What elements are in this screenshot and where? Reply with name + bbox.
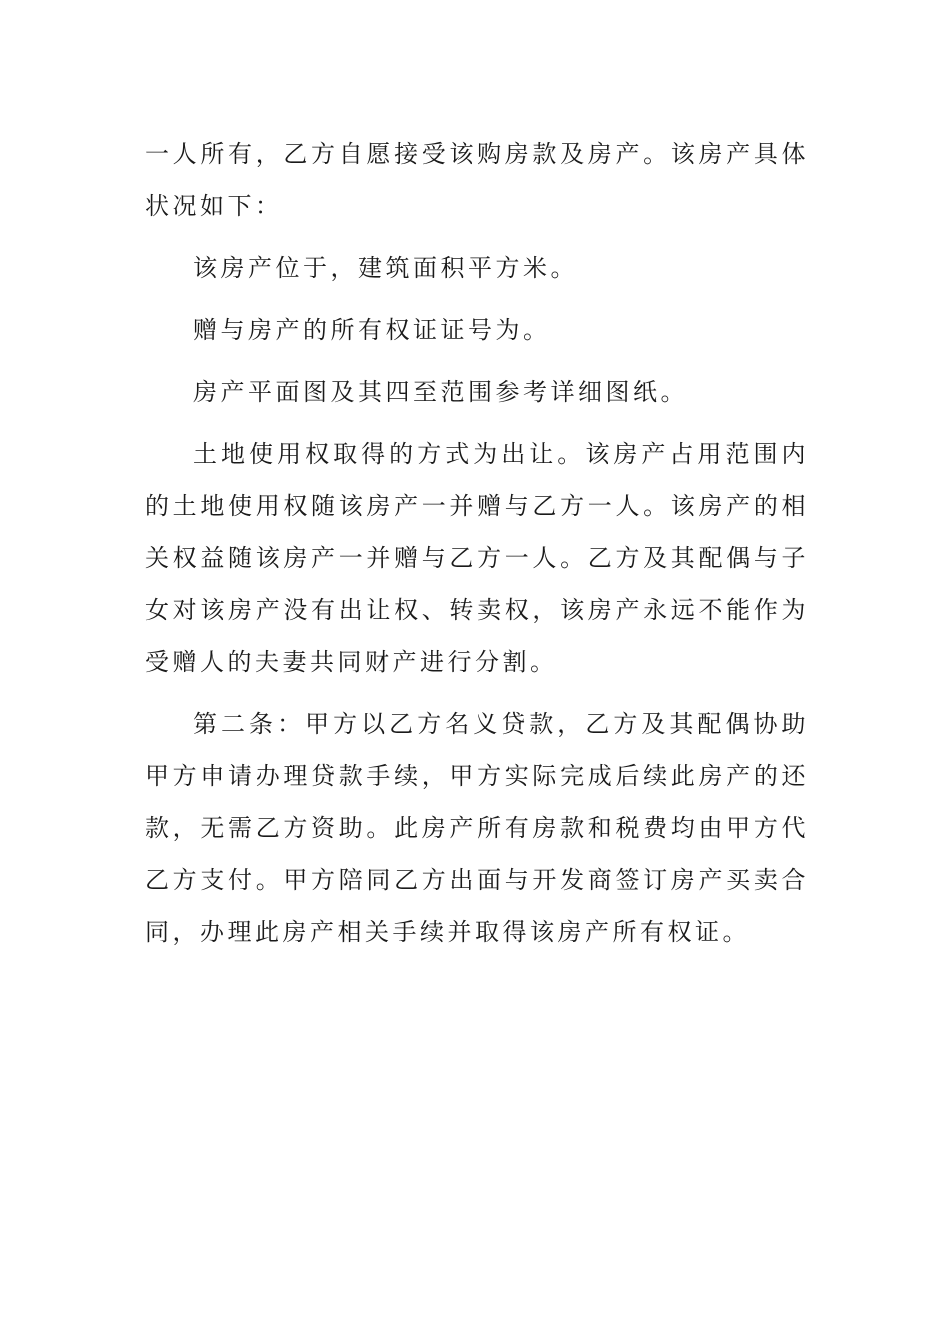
paragraph-certificate: 赠与房产的所有权证证号为。 — [193, 316, 551, 344]
document-body — [145, 128, 809, 968]
paragraph-land-use: 土地使用权取得的方式为出让。该房产占用范围内的土地使用权随该房产一并赠与乙方一人。该房产的相关权益随该房产一并赠与乙方一人。乙方及其配偶与子女对该房产没有出让权、转卖权，该房产永远不能作为受赠人的夫妻共同财产进行分割。 — [145, 440, 809, 676]
paragraph-continued: 一人所有，乙方自愿接受该购房款及房产。该房产具体状况如下： — [145, 140, 809, 220]
paragraph-article-two: 第二条：甲方以乙方名义贷款，乙方及其配偶协助甲方申请办理贷款手续，甲方实际完成后续此房产的还款，无需乙方资助。此房产所有房款和税费均由甲方代乙方支付。甲方陪同乙方出面与开发商签订房产买卖合同，办理此房产相关手续并取得该房产所有权证。 — [145, 710, 809, 946]
paragraph-floor-plan: 房产平面图及其四至范围参考详细图纸。 — [193, 378, 688, 406]
paragraph-location: 该房产位于，建筑面积平方米。 — [193, 254, 578, 282]
